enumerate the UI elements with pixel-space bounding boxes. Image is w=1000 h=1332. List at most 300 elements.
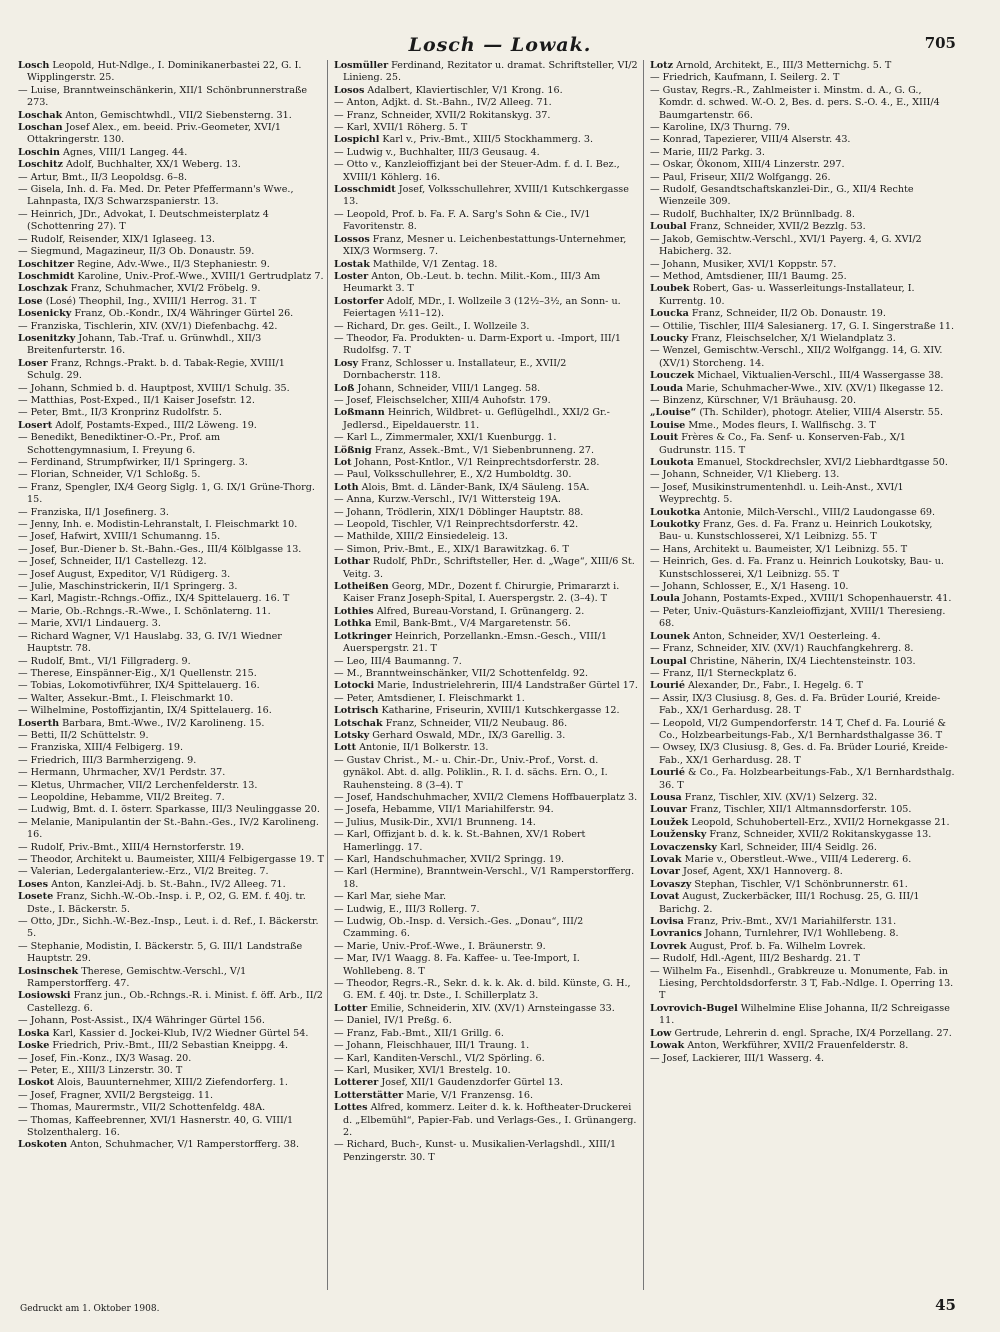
directory-entry	[334, 755, 640, 792]
directory-entry	[334, 1090, 640, 1102]
entry-details: Franz, Ges. d. Fa. Franz u. Heinrich Loukotsky, Bau- u. Kunstschlosserei, X/1 Leibnizg. 55. T	[659, 519, 933, 543]
entry-details: Arnold, Architekt, E., III/3 Metternichg. 5. T	[673, 60, 892, 71]
entry-details: Josef, Volksschullehrer, XVIII/1 Kutschkergasse 13.	[343, 184, 629, 208]
entry-details: — Jakob, Gemischtw.-Verschl., XVI/1 Payerg. 4, G. XVI/2 Habicherg. 32.	[650, 233, 922, 258]
directory-entry	[650, 953, 956, 965]
directory-entry	[18, 122, 324, 147]
directory-entry	[650, 407, 956, 419]
entry-surname: Lostak	[334, 258, 370, 270]
directory-entry	[650, 718, 956, 743]
directory-entry	[18, 531, 324, 543]
entry-details: — Josef, Schneider, II/1 Castellezg. 12.	[18, 556, 207, 568]
directory-entry	[18, 321, 324, 333]
directory-entry	[18, 866, 324, 878]
entry-surname: Lourié	[650, 680, 685, 692]
directory-entry	[334, 159, 640, 184]
directory-entry	[18, 1115, 324, 1140]
entry-details: — Gustav Christ., M.- u. Chir.-Dr., Univ.-Prof., Vorst. d. gynäkol. Abt. d. allg. Poliklin., R. I. d. sächs. Ern. O., I. Rauhensteing. 8 (3–4). T	[334, 754, 608, 791]
directory-entry	[18, 296, 324, 308]
entry-details: Emanuel, Stockdrechsler, XVI/2 Liebhardtgasse 50.	[693, 457, 948, 468]
directory-entry	[650, 370, 956, 382]
directory-entry	[18, 767, 324, 779]
entry-details: — Marie, III/2 Parkg. 3.	[650, 146, 765, 158]
entry-details: — Siegmund, Magazineur, II/3 Ob. Donaustr. 59.	[18, 246, 255, 258]
entry-surname: Loster	[334, 270, 369, 282]
directory-entry	[334, 668, 640, 680]
directory-entry	[650, 345, 956, 370]
entry-details: — Otto v., Kanzleioffizjant bei der Steuer-Adm. f. d. I. Bez., XVIII/1 Köhlerg. 16.	[334, 159, 620, 183]
entry-details: Franz, Priv.-Bmt., XV/1 Mariahilferstr. 131.	[683, 916, 897, 928]
directory-entry	[334, 296, 640, 321]
directory-entry	[334, 271, 640, 296]
entry-details: — Leopold, VI/2 Gumpendorferstr. 14 T, Chef d. Fa. Lourié & Co., Holzbearbeitungs-Fab., X/1 Bernhardsthalgasse 36. T	[650, 717, 946, 741]
directory-entry	[18, 693, 324, 705]
entry-surname: Lounek	[650, 630, 690, 642]
entry-details: — Peter, Amtsdiener, I. Fleischmarkt 1.	[334, 692, 525, 704]
directory-entry	[650, 395, 956, 407]
directory-entry	[334, 1053, 640, 1065]
entry-surname: Lotterer	[334, 1077, 379, 1089]
entry-details: — Owsey, IX/3 Clusiusg. 8, Ges. d. Fa. Brüder Lourié, Kreide-Fab., XX/1 Gerhardusg. 28. T	[650, 742, 948, 766]
entry-details: — Johann, Musiker, XVI/1 Koppstr. 57.	[650, 258, 837, 270]
entry-surname: Losch	[18, 60, 50, 71]
entry-details: — Simon, Priv.-Bmt., E., XIX/1 Barawitzkag. 6. T	[334, 543, 569, 555]
entry-details: Heinrich, Wildbret- u. Geflügelhdl., XXI/2 Gr.-Jedlersd., Eipeldauerstr. 11.	[343, 407, 610, 431]
entry-details: Anton, Ob.-Leut. b. techn. Milit.-Kom., III/3 Am Heumarkt 3. T	[343, 270, 601, 295]
entry-details: — Josef, Fin.-Konz., IX/3 Wasag. 20.	[18, 1052, 192, 1064]
entry-surname: Lott	[334, 742, 357, 754]
entry-surname: Loschin	[18, 146, 60, 158]
entry-details: — Franz, II/1 Sterneckplatz 6.	[650, 667, 797, 679]
directory-entry	[334, 469, 640, 481]
directory-entry	[650, 507, 956, 519]
entry-surname: Loschitzer	[18, 258, 75, 270]
entry-details: — Karl L., Zimmermaler, XXI/1 Kuenburgg. 1.	[334, 432, 557, 444]
entry-surname: Loschitz	[18, 159, 63, 171]
entry-details: — Rudolf, Bmt., VI/1 Fillgraderg. 9.	[18, 655, 191, 667]
directory-entry	[18, 420, 324, 432]
entry-surname: Loubek	[650, 283, 690, 295]
directory-entry	[650, 1040, 956, 1052]
entry-details: Rudolf, PhDr., Schriftsteller, Her. d. „Wage“, XIII/6 St. Veitg. 3.	[343, 556, 635, 580]
entry-surname: Lovar	[650, 866, 680, 878]
entry-details: — Karl Mar, siehe Mar.	[334, 891, 447, 903]
entry-details: Franz, Schneider, II/2 Ob. Donaustr. 19.	[688, 308, 886, 320]
entry-details: Adalbert, Klaviertischler, V/1 Krong. 16.	[364, 84, 563, 96]
directory-entry	[334, 457, 640, 469]
entry-surname: Losschmidt	[334, 184, 396, 196]
directory-entry	[650, 631, 956, 643]
entry-details: — Leopoldine, Hebamme, VII/2 Breiteg. 7.	[18, 791, 225, 803]
entry-details: — Valerian, Ledergalanteriew.-Erz., VI/2 Breiteg. 7.	[18, 866, 269, 878]
entry-surname: Lot	[334, 457, 352, 468]
directory-entry	[334, 110, 640, 122]
entry-surname: Lovak	[650, 854, 682, 865]
entry-details: — Karl, XVII/1 Röherg. 5. T	[334, 122, 468, 134]
directory-entry	[18, 308, 324, 320]
entry-details: Alfred, kommerz. Leiter d. k. k. Hoftheater-Druckerei d. „Elbemühl“, Papier-Fab. und Verlags-Ges., I. Grünangerg. 2.	[343, 1102, 637, 1138]
directory-entry	[334, 531, 640, 543]
entry-details: — Franziska, II/1 Josefinerg. 3.	[18, 506, 169, 518]
directory-entry	[18, 172, 324, 184]
entry-details: — Mar, IV/1 Waagg. 8. Fa. Kaffee- u. Tee-Import, I. Wohllebeng. 8. T	[334, 953, 580, 977]
entry-surname: Loses	[18, 878, 49, 890]
entry-details: — Marie, Univ.-Prof.-Wwe., I. Bräunerstr. 9.	[334, 940, 546, 952]
directory-entry	[650, 122, 956, 134]
directory-entry	[18, 780, 324, 792]
entry-surname: Lotschak	[334, 717, 383, 729]
entry-details: — Matthias, Post-Exped., II/1 Kaiser Josefstr. 12.	[18, 394, 255, 406]
entry-details: Adolf, MDr., I. Wollzeile 3 (12½–3½, an Sonn- u. Feiertagen ½11–12).	[343, 295, 621, 320]
entry-details: Josef Alex., em. beeid. Priv.-Geometer, XVI/1 Ottakringerstr. 130.	[27, 122, 281, 146]
entry-details: — Josef, Lackierer, III/1 Wasserg. 4.	[650, 1052, 825, 1064]
entry-surname: Loužensky	[650, 829, 707, 841]
entry-details: Anton, Werkführer, XVII/2 Frauenfelderstr. 8.	[684, 1040, 909, 1052]
entry-details: — Josef August, Expeditor, V/1 Rüdigerg. 3.	[18, 568, 231, 580]
entry-details: — Johann, Schlosser, E., X/1 Haseng. 10.	[650, 581, 849, 593]
entry-details: — Marie, XVI/1 Lindauerg. 3.	[18, 618, 161, 630]
directory-entry	[18, 680, 324, 692]
directory-entry	[650, 209, 956, 221]
directory-entry	[18, 469, 324, 481]
directory-entry	[334, 1028, 640, 1040]
entry-details: Mathilde, V/1 Zentag. 18.	[369, 258, 498, 270]
directory-entry	[18, 1015, 324, 1027]
entry-details: Friedrich, Priv.-Bmt., III/2 Sebastian Kneippg. 4.	[49, 1040, 289, 1052]
directory-entry	[650, 544, 956, 556]
directory-entry	[650, 147, 956, 159]
entry-surname: Louda	[650, 382, 684, 394]
directory-entry	[334, 494, 640, 506]
entry-details: — Johann, Schneider, V/1 Klieberg. 13.	[650, 469, 840, 481]
entry-details: — Hans, Architekt u. Baumeister, X/1 Leibnizg. 55. T	[650, 543, 908, 555]
entry-details: — Franziska, Tischlerin, XIV. (XV/1) Diefenbachg. 42.	[18, 320, 278, 332]
column-divider	[327, 60, 328, 1290]
directory-entry	[650, 1053, 956, 1065]
entry-details: — Heinrich, JDr., Advokat, I. Deutschmeisterplatz 4 (Schottenring 27). T	[18, 208, 269, 233]
entry-details: — Wilhelm Fa., Eisenhdl., Grabkreuze u. Monumente, Fab. in Liesing, Perchtoldsdorferstr. 3 T, Fab.-Ndlge. I. Operring 13. T	[650, 965, 954, 1002]
directory-entry	[650, 643, 956, 655]
entry-details: Franz, Schneider, XVII/2 Bezzlg. 53.	[686, 221, 866, 233]
print-date: Gedruckt am 1. Oktober 1908.	[20, 1304, 160, 1314]
directory-entry	[334, 854, 640, 866]
directory-entry	[650, 159, 956, 171]
entry-details: — Anton, Adjkt. d. St.-Bahn., IV/2 Alleeg. 71.	[334, 97, 552, 109]
directory-entry	[18, 618, 324, 630]
entry-surname: Losy	[334, 357, 359, 369]
entry-details: Marie v., Oberstleut.-Wwe., VIII/4 Ledererg. 6.	[681, 854, 912, 865]
entry-surname: Loth	[334, 481, 359, 493]
directory-entry	[650, 134, 956, 146]
entry-details: Franz, Tischler, XII/1 Altmannsdorferstr. 105.	[686, 804, 912, 816]
entry-details: — Josef, Hafwirt, XVIII/1 Schumanng. 15.	[18, 531, 221, 543]
column-divider	[643, 60, 644, 1290]
directory-entry	[650, 941, 956, 953]
directory-entry	[18, 854, 324, 866]
directory-entry	[334, 581, 640, 606]
directory-entry	[18, 842, 324, 854]
entry-details: — Ferdinand, Strumpfwirker, II/1 Springerg. 3.	[18, 457, 248, 468]
entry-details: — Rudolf, Reisender, XIX/1 Iglaseeg. 13.	[18, 233, 215, 245]
directory-entry	[650, 85, 956, 122]
entry-details: Franz, Schuhmacher, XVI/2 Fröbelg. 9.	[67, 283, 261, 295]
entry-surname: Louvar	[650, 804, 687, 816]
directory-entry	[650, 308, 956, 320]
entry-surname: Loupal	[650, 655, 687, 667]
entry-details: Karl, Schneider, III/4 Seidlg. 26.	[716, 841, 877, 853]
entry-details: (Losé) Theophil, Ing., XVIII/1 Herrog. 31. T	[42, 295, 257, 307]
entry-surname: Losos	[334, 84, 365, 96]
directory-entry	[334, 1077, 640, 1089]
directory-entry	[334, 606, 640, 618]
entry-details: — Josef, Fragner, XVII/2 Bergsteigg. 11.	[18, 1089, 214, 1101]
directory-entry	[18, 742, 324, 754]
entry-details: — Hermann, Uhrmacher, XV/1 Perdstr. 37.	[18, 767, 226, 779]
directory-entry	[334, 1040, 640, 1052]
entry-surname: Loske	[18, 1040, 50, 1052]
entry-surname: Loukota	[650, 457, 694, 468]
entry-details: — Heinrich, Ges. d. Fa. Franz u. Heinrich Loukotsky, Bau- u. Kunstschlosserei, X/1 Leibnizg. 55. T	[650, 556, 944, 580]
entry-surname: Lospichl	[334, 134, 380, 146]
entry-details: Anton, Gemischtwhdl., VII/2 Siebensterng. 31.	[62, 109, 292, 121]
directory-entry	[18, 544, 324, 556]
directory-entry	[334, 1003, 640, 1015]
directory-entry	[334, 978, 640, 1003]
entry-surname: Louise	[650, 419, 686, 431]
entry-surname: Loskoten	[18, 1139, 68, 1151]
entry-details: — Franz, Spengler, IX/4 Georg Siglg. 1, G. IX/1 Grüne-Thorg. 15.	[18, 481, 315, 506]
directory-entry	[334, 730, 640, 742]
entry-details: Agnes, VIII/1 Langeg. 44.	[59, 146, 188, 158]
directory-entry	[334, 829, 640, 854]
entry-details: — Johann, Post-Assist., IX/4 Währinger Gürtel 156.	[18, 1015, 265, 1027]
entry-details: Alois, Bmt. d. Länder-Bank, IX/4 Säuleng. 15A.	[358, 481, 590, 493]
entry-details: Wilhelmine Elise Johanna, II/2 Schreigasse 11.	[659, 1002, 950, 1027]
directory-entry	[18, 755, 324, 767]
directory-entry	[334, 134, 640, 146]
entry-surname: Losenitzky	[18, 332, 76, 344]
entry-details: — Theodor, Architekt u. Baumeister, XIII/4 Felbigergasse 19. T	[18, 854, 324, 865]
entry-details: — Ludwig, E., III/3 Rollerg. 7.	[334, 903, 480, 915]
entry-details: — Peter, E., XIII/3 Linzerstr. 30. T	[18, 1064, 183, 1076]
directory-entry	[18, 184, 324, 209]
directory-entry	[18, 457, 324, 469]
entry-details: Gertrude, Lehrerin d. engl. Sprache, IX/4 Porzellang. 27.	[671, 1027, 952, 1039]
directory-entry	[650, 829, 956, 841]
entry-details: — Melanie, Manipulantin der St.-Bahn.-Ges., IV/2 Karolineng. 16.	[18, 816, 319, 841]
entry-details: Therese, Gemischtw.-Verschl., V/1 Ramperstorfferg. 47.	[27, 965, 247, 990]
entry-surname: Lovaszy	[650, 878, 692, 890]
directory-entry	[650, 842, 956, 854]
directory-entry	[650, 420, 956, 432]
entry-details: — Method, Amtsdiener, III/1 Baumg. 25.	[650, 270, 847, 282]
entry-details: Robert, Gas- u. Wasserleitungs-Installateur, I. Kurrentg. 10.	[659, 283, 915, 307]
entry-details: Franz, Schneider, VII/2 Neubaug. 86.	[382, 717, 568, 729]
entry-surname: Losiowski	[18, 990, 71, 1002]
directory-entry	[18, 432, 324, 457]
entry-details: Katharine, Friseurin, XVIII/1 Kutschkergasse 12.	[378, 705, 620, 717]
entry-details: — Paul, Friseur, XII/2 Wolfgangg. 26.	[650, 171, 831, 183]
directory-entry	[334, 891, 640, 903]
entry-surname: „Louise“	[650, 407, 697, 419]
entry-details: Mme., Modes fleurs, I. Wallfischg. 3. T	[685, 419, 876, 431]
entry-details: — Ottilie, Tischler, III/4 Salesianerg. 17, G. I. Singerstraße 11.	[650, 320, 955, 332]
entry-details: Antonie, Milch-Verschl., VIII/2 Laudongasse 69.	[700, 506, 936, 518]
directory-entry	[18, 593, 324, 605]
directory-entry	[650, 60, 956, 72]
directory-entry	[18, 916, 324, 941]
column-3	[650, 60, 956, 1290]
entry-details: — Johann, Fleischhauer, III/1 Traung. 1.	[334, 1040, 530, 1052]
entry-details: Karoline, Univ.-Prof.-Wwe., XVIII/1 Gertrudplatz 7.	[74, 270, 324, 282]
entry-details: — Josef, Handschuhmacher, XVII/2 Clemens Hoffbauerplatz 3.	[334, 791, 638, 803]
entry-details: — Karl (Hermine), Branntwein-Verschl., V/1 Ramperstorfferg. 18.	[334, 866, 635, 890]
entry-surname: Lotter	[334, 1002, 368, 1014]
entry-surname: Loßmann	[334, 407, 385, 419]
entry-details: — Florian, Schneider, V/1 Schloßg. 5.	[18, 469, 201, 481]
entry-surname: Lotheißen	[334, 581, 389, 593]
entry-details: — Stephanie, Modistin, I. Bäckerstr. 5, G. III/1 Landstraße Hauptstr. 29.	[18, 940, 303, 965]
entry-surname: Lothar	[334, 556, 370, 568]
entry-details: Marie, Industrielehrerin, III/4 Landstraßer Gürtel 17.	[374, 680, 638, 692]
entry-details: Franz, Schlosser u. Installateur, E., XVII/2 Dornbacherstr. 118.	[343, 357, 567, 382]
entry-details: Johann, Post-Kntlor., V/1 Reinprechtsdorferstr. 28.	[351, 457, 600, 468]
entry-details: — Leo, III/4 Baumanng. 7.	[334, 655, 462, 667]
directory-entry	[650, 680, 956, 692]
entry-surname: Lovranics	[650, 928, 702, 940]
directory-entry	[650, 556, 956, 581]
entry-details: — Gisela, Inh. d. Fa. Med. Dr. Peter Pfeffermann's Wwe., Lahnpasta, IX/3 Schwarzspanierstr. 13.	[18, 184, 294, 208]
entry-surname: Loukotky	[650, 519, 700, 531]
directory-entry	[650, 72, 956, 84]
entry-surname: Losenicky	[18, 308, 72, 320]
entry-details: — Marie, Ob.-Rchngs.-R.-Wwe., I. Schönlaterng. 11.	[18, 605, 271, 617]
entry-details: — Leopold, Prof. b. Fa. F. A. Sarg's Sohn & Cie., IV/1 Favoritenstr. 8.	[334, 208, 591, 233]
entry-surname: Loß	[334, 382, 355, 394]
entry-details: Regine, Adv.-Wwe., II/3 Stephaniestr. 9.	[74, 258, 270, 270]
entry-details: Michael, Viktualien-Verschl., III/4 Wassergasse 38.	[694, 370, 944, 382]
directory-entry	[334, 804, 640, 816]
entry-surname: Lovat	[650, 891, 680, 903]
directory-entry	[18, 556, 324, 568]
directory-entry	[650, 804, 956, 816]
entry-surname: Loskot	[18, 1077, 55, 1089]
entry-details: Adolf, Buchhalter, XX/1 Weberg. 13.	[62, 159, 241, 171]
directory-entry	[334, 1065, 640, 1077]
entry-details: — Peter, Univ.-Quästurs-Kanzleioffizjant, XVIII/1 Theresieng. 68.	[650, 605, 946, 630]
directory-entry	[334, 395, 640, 407]
directory-entry	[18, 383, 324, 395]
entry-details: Franz jun., Ob.-Rchngs.-R. i. Minist. f. öff. Arb., II/2 Castellezg. 6.	[27, 990, 323, 1014]
directory-entry	[334, 941, 640, 953]
entry-details: — Luise, Branntweinschänkerin, XII/1 Schönbrunnerstraße 273.	[18, 84, 308, 109]
directory-entry	[18, 581, 324, 593]
directory-entry	[334, 742, 640, 754]
entry-surname: Lossos	[334, 233, 370, 245]
entry-details: Franz, Sichh.-W.-Ob.-Insp. i. P., O2, G. EM. f. 40j. tr. Dste., I. Bäckerstr. 5.	[27, 891, 306, 915]
entry-details: — Karl, Handschuhmacher, XVII/2 Springg. 19.	[334, 854, 565, 865]
directory-entry	[650, 879, 956, 891]
entry-details: — Julie, Maschinstrickerin, II/1 Springerg. 3.	[18, 581, 238, 593]
entry-details: — Wilhelmine, Postoffizjantin, IX/4 Spittelauerg. 16.	[18, 705, 272, 717]
directory-entry	[18, 1102, 324, 1114]
directory-entry	[18, 407, 324, 419]
page-title: Losch — Lowak.	[408, 34, 592, 56]
directory-entry	[18, 60, 324, 85]
directory-entry	[650, 383, 956, 395]
entry-details: — Konrad, Tapezierer, VIII/4 Alserstr. 43.	[650, 134, 851, 146]
directory-entry	[334, 1015, 640, 1027]
directory-entry	[18, 668, 324, 680]
entry-details: Alfred, Bureau-Vorstand, I. Grünangerg. 2.	[373, 605, 585, 617]
directory-entry	[334, 656, 640, 668]
entry-surname: Loula	[650, 593, 680, 605]
entry-details: — Karoline, IX/3 Thurng. 79.	[650, 122, 791, 134]
entry-surname: Lousa	[650, 791, 682, 803]
entry-details: Johann, Schneider, VIII/1 Langeg. 58.	[354, 382, 541, 394]
directory-entry	[18, 569, 324, 581]
directory-entry	[18, 941, 324, 966]
entry-details: Johann, Postamts-Exped., XVIII/1 Schopenhauerstr. 41.	[679, 593, 952, 605]
directory-entry	[334, 556, 640, 581]
directory-entry	[650, 928, 956, 940]
directory-entry	[650, 656, 956, 668]
directory-entry	[650, 792, 956, 804]
directory-entry	[18, 209, 324, 234]
page-number: 705	[924, 34, 956, 52]
entry-details: Johann, Turnlehrer, IV/1 Wohllebeng. 8.	[701, 928, 899, 940]
entry-details: (Th. Schilder), photogr. Atelier, VIII/4 Alserstr. 55.	[696, 407, 944, 419]
entry-surname: Loucka	[650, 308, 689, 320]
directory-entry	[334, 953, 640, 978]
directory-entry	[18, 333, 324, 358]
directory-entry	[18, 1028, 324, 1040]
entry-details: — Theodor, Fa. Produkten- u. Darm-Export u. -Import, III/1 Rudolfsg. 7. T	[334, 332, 622, 357]
entry-details: — Artur, Bmt., II/3 Leopoldsg. 6–8.	[18, 171, 188, 183]
page-header	[0, 34, 1000, 60]
entry-details: Franz, Schneider, XVII/2 Rokitanskygasse 13.	[706, 829, 932, 841]
entry-surname: Losete	[18, 891, 54, 903]
entry-details: Emil, Bank-Bmt., V/4 Margaretenstr. 56.	[371, 618, 571, 630]
directory-entry	[650, 742, 956, 767]
directory-entry	[650, 432, 956, 457]
entry-details: — Josef, Musikinstrumentenhdl. u. Leih-Anst., XVI/1 Weyprechtg. 5.	[650, 481, 904, 506]
directory-entry	[650, 966, 956, 1003]
directory-entry	[334, 85, 640, 97]
entry-details: Anton, Schuhmacher, V/1 Ramperstorfferg. 38.	[67, 1139, 300, 1151]
entry-surname: Loužek	[650, 816, 689, 828]
entry-details: Josef, Agent, XX/1 Hannoverg. 8.	[680, 866, 843, 878]
entry-details: Ferdinand, Rezitator u. dramat. Schriftsteller, VI/2 Linieng. 25.	[343, 60, 638, 84]
entry-details: Anton, Kanzlei-Adj. b. St.-Bahn., IV/2 Alleeg. 71.	[48, 878, 286, 890]
entry-details: — Johann, Schmied b. d. Hauptpost, XVIII/1 Schulg. 35.	[18, 382, 290, 394]
directory-entry	[334, 60, 640, 85]
directory-entry	[18, 519, 324, 531]
entry-details: — Binzenz, Kürschner, V/1 Bräuhausg. 20.	[650, 394, 857, 406]
entry-details: Antonie, II/1 Bolkerstr. 13.	[356, 742, 489, 754]
directory-entry	[650, 259, 956, 271]
entry-details: Alexander, Dr., Fabr., I. Hegelg. 6. T	[684, 680, 864, 692]
sheet-number: 45	[935, 1296, 956, 1314]
directory-entry	[18, 259, 324, 271]
entry-details: Christine, Näherin, IX/4 Liechtensteinstr. 103.	[686, 655, 916, 667]
entry-surname: Lowak	[650, 1040, 685, 1052]
entry-surname: Losmüller	[334, 60, 389, 71]
entry-details: — Rudolf, Hdl.-Agent, III/2 Beshardg. 21. T	[650, 953, 861, 965]
directory-entry	[18, 792, 324, 804]
entry-details: Heinrich, Porzellankn.-Emsn.-Gesch., VIII/1 Auerspergstr. 21. T	[343, 630, 607, 655]
directory-entry	[334, 544, 640, 556]
